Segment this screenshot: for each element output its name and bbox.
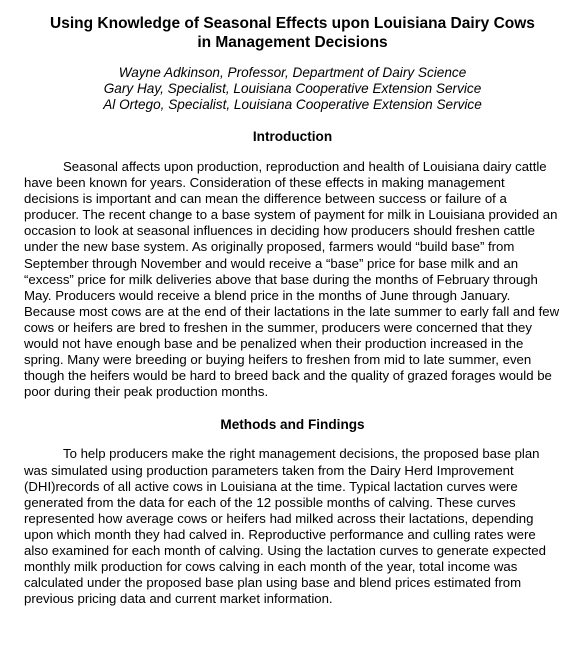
document-title	[24, 14, 561, 52]
author-line: Al Ortego, Specialist, Louisiana Cooperative Extension Service	[103, 97, 482, 112]
methods-paragraph: To help producers make the right management decisions, the proposed base plan was simulated using production parameters taken from the Dairy Herd Improvement (DHI)records of all active cows in Louisiana at the time. Typical lactation curves were generated from the data for each of the 12 possible months of calving. These curves represented how average cows or heifers had milked across their lactations, depending upon which month they had calved in. Reproductive performance and culling rates were also examined for each month of calving. Using the lactation curves to generate expected monthly milk production for cows calving in each month of the year, total income was calculated under the proposed base plan using base and blend prices estimated from previous pricing data and current market information.	[24, 446, 546, 607]
author-line: Wayne Adkinson, Professor, Department of Dairy Science	[118, 65, 467, 80]
author-line: Gary Hay, Specialist, Louisiana Cooperative Extension Service	[103, 81, 482, 96]
title-line-1: Using Knowledge of Seasonal Effects upon Louisiana Dairy Cows	[50, 15, 535, 32]
methods-heading: Methods and Findings	[220, 417, 365, 433]
author-list	[24, 65, 561, 113]
introduction-paragraph: Seasonal affects upon production, reproduction and health of Louisiana dairy cattle have been known for years. Consideration of these effects in making management decisions is important and can mean the difference between success or failure of a producer. The recent change to a base system of payment for milk in Louisiana provided an occasion to look at seasonal influences in deciding how producers should freshen cattle under the new base system. As originally proposed, farmers would “build base” from September through November and would receive a “base” price for base milk and an “excess” price for milk deliveries above that base during the months of February through May. Producers would receive a blend price in the months of June through January. Because most cows are at the end of their lactations in the late summer to early fall and few cows or heifers are bred to freshen in the summer, producers were concerned that they would not have enough base and be penalized when their production increased in the spring. Many were breeding or buying heifers to freshen from mid to late summer, even though the heifers would be hard to breed back and the quality of grazed forages would be poor during their peak production months.	[24, 159, 560, 400]
title-line-2: in Management Decisions	[197, 34, 388, 51]
introduction-heading: Introduction	[252, 129, 333, 144]
